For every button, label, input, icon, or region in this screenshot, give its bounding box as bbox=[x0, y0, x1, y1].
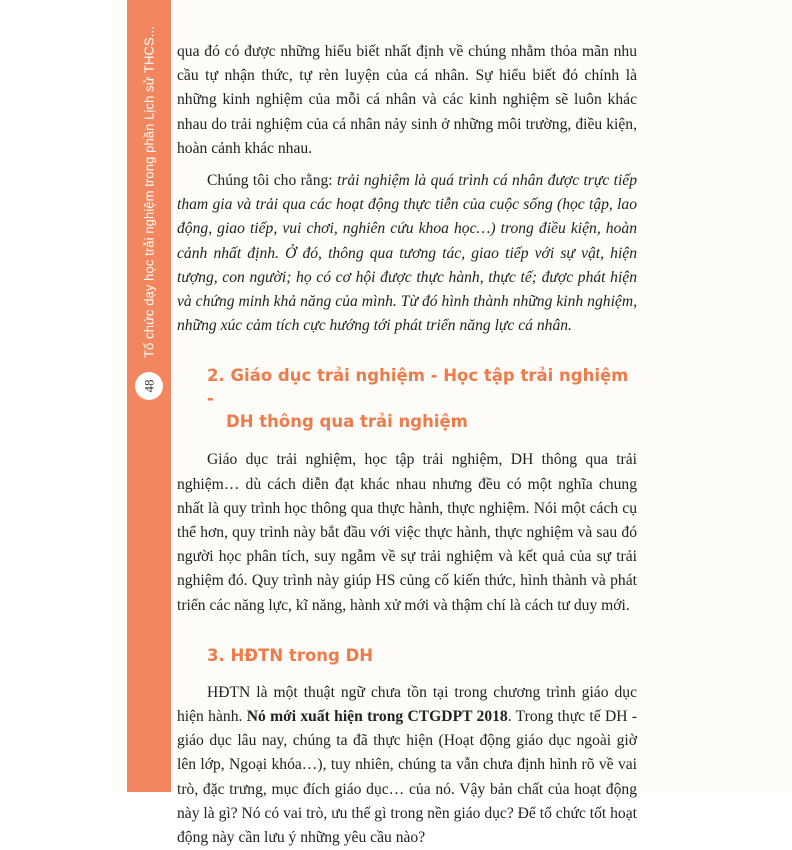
paragraph-4 bbox=[177, 681, 637, 850]
paragraph-4-bold: Nó mới xuất hiện trong CTGDPT 2018 bbox=[246, 708, 508, 726]
section-heading-2 bbox=[177, 364, 637, 433]
paragraph-1: qua đó có được những hiểu biết nhất định về chúng nhằm thỏa mãn nhu cầu tự nhận thức, tự rèn luyện của cá nhân. Sự hiểu biết đó chính là những kinh nghiệm của mỗi cá nhân và các kinh nghiệm sẽ luôn khác nhau do trải nghiệm của cá nhân nảy sinh ở những môi trường, điều kiện, hoàn cảnh khác nhau. bbox=[177, 43, 637, 157]
paragraph-3: Giáo dục trải nghiệm, học tập trải nghiệm, DH thông qua trải nghiệm… dù cách diễn đạt khác nhau nhưng đều có một nghĩa chung nhất là quy trình học thông qua thực hành, thực nghiệm. Nói một cách cụ thể hơn, quy trình này bắt đầu với việc thực hành, thực nghiệm và sau đó người học phân tích, suy ngẫm về sự trải nghiệm và kết quả của sự trải nghiệm đó. Quy trình này giúp HS củng cố kiến thức, hình thành và phát triển các năng lực, kĩ năng, hành xử mới và thậm chí là cách tư duy mới. bbox=[177, 451, 637, 614]
section-heading-2-line1: 2. Giáo dục trải nghiệm - Học tập trải nghiệm - bbox=[207, 366, 629, 409]
page-number-badge bbox=[135, 372, 163, 400]
paragraph-4-rest: . Trong thực tế DH - giáo dục lâu nay, chúng ta đã thực hiện (Hoạt động giáo dục ngoài giờ lên lớp, Ngoại khóa…), tuy nhiên, chúng ta vẫn chưa định hình rõ về vai trò, đặc trưng, mục đích giáo dục… của nó. Vậy bản chất của hoạt động này là gì? Nó có vai trò, ưu thế gì trong nền giáo dục? Để tổ chức tốt hoạt động này cần lưu ý những yêu cầu nào? bbox=[177, 708, 638, 847]
running-title: Tổ chức dạy học trải nghiệm trong phần Lịch sử THCS... bbox=[141, 26, 157, 358]
main-content bbox=[177, 40, 637, 850]
paragraph-4-lead: HĐTN là một thuật ngữ chưa tồn tại trong chương trình giáo dục hiện hành. bbox=[177, 683, 637, 726]
page-number: 48 bbox=[141, 379, 156, 393]
section-heading-3: 3. HĐTN trong DH bbox=[207, 645, 374, 665]
paragraph-2-lead: Chúng tôi cho rằng: bbox=[207, 172, 337, 190]
paragraph-2-definition: trải nghiệm là quá trình cá nhân được trực tiếp tham gia và trải qua các hoạt động thực tiễn của cuộc sống (học tập, lao động, giao tiếp, vui chơi, nghiên cứu khoa học…) trong điều kiện, hoàn cảnh nhất định. Ở đó, thông qua tương tác, giao tiếp với sự vật, hiện tượng, con người; họ có cơ hội được thực hành, thực tế; được phát hiện và chứng minh khả năng của mình. Từ đó hình thành những kinh nghiệm, những xúc cảm tích cực hướng tới phát triển năng lực cá nhân. bbox=[177, 172, 638, 335]
paragraph-2 bbox=[177, 169, 637, 338]
section-heading-2-line2: DH thông qua trải nghiệm bbox=[226, 412, 468, 432]
